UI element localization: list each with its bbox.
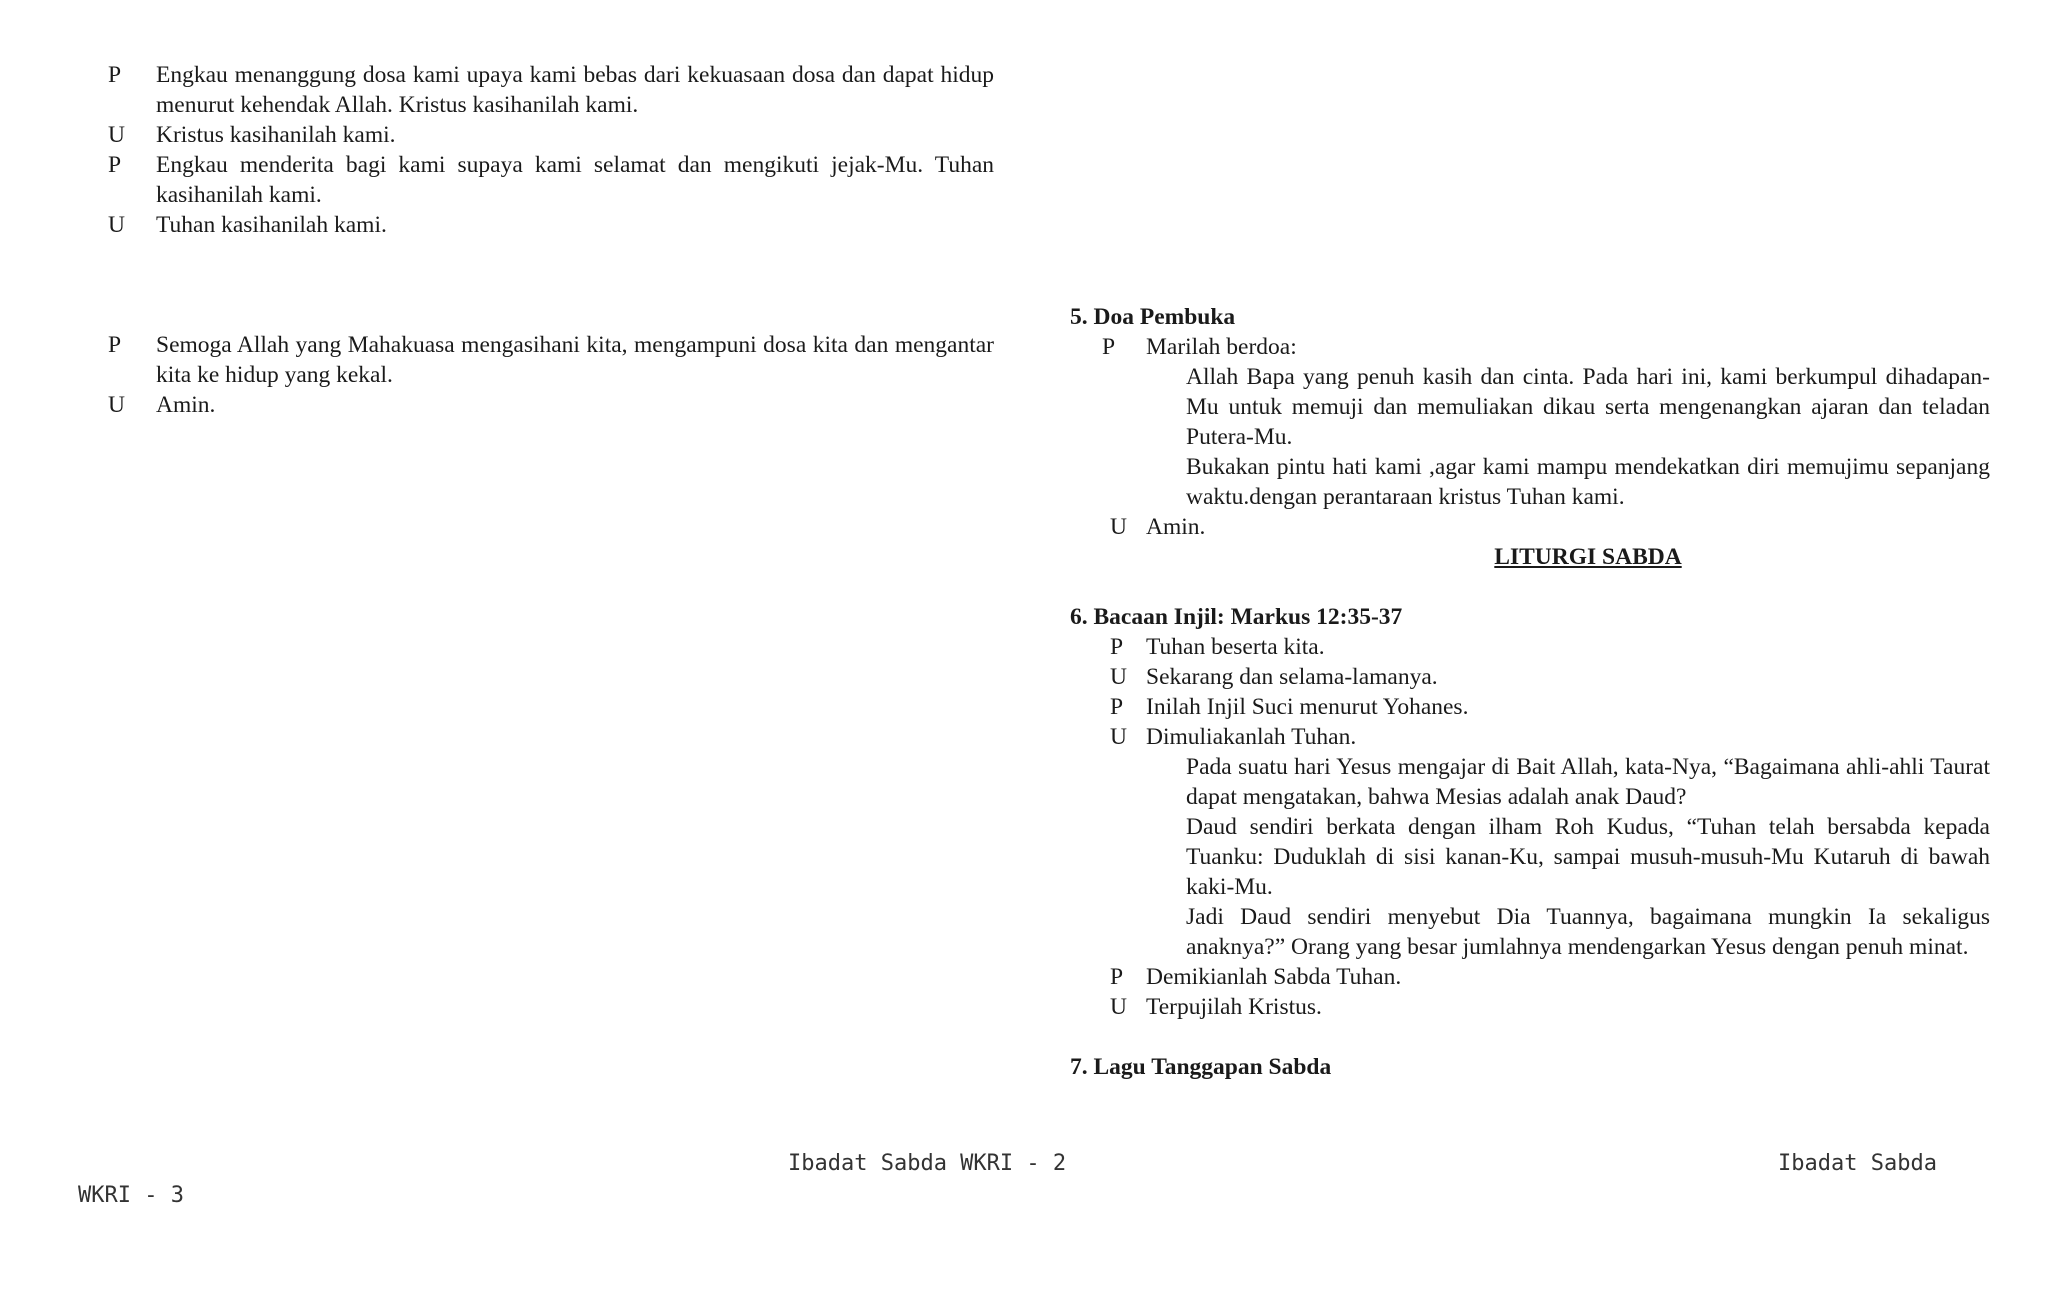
speaker-label: U (108, 392, 125, 418)
dialog-line (1070, 962, 1990, 992)
speaker-label: U (1110, 514, 1127, 540)
gospel-paragraph: Daud sendiri berkata dengan ilham Roh Kudus, “Tuhan telah bersabda kepada Tuanku: Duduklah di sisi kanan-Ku, sampai musuh-musuh-Mu Kutaruh di bawah kaki-Mu. (1186, 814, 1990, 900)
speaker-label: P (1102, 334, 1116, 360)
speaker-label: U (1110, 724, 1127, 750)
dialog-line (108, 210, 994, 240)
dialog-line (108, 150, 994, 210)
dialog-text: Terpujilah Kristus. (1146, 994, 1322, 1020)
dialog-text: Amin. (1146, 514, 1206, 540)
section-number: 6 (1070, 604, 1082, 630)
dialog-text: Semoga Allah yang Mahakuasa mengasihani kita, mengampuni dosa kita dan mengantar kita ke hidup yang kekal. (156, 332, 994, 388)
dialog-text: Engkau menderita bagi kami supaya kami selamat dan mengikuti jejak-Mu. Tuhan kasihanilah kami. (156, 152, 994, 208)
gospel-paragraph: Pada suatu hari Yesus mengajar di Bait Allah, kata-Nya, “Bagaimana ahli-ahli Taurat dapat mengatakan, bahwa Mesias adalah anak Daud? (1186, 754, 1990, 810)
dialog-text: Marilah berdoa: (1146, 334, 1297, 360)
section-title-text: . Bacaan Injil: Markus 12:35-37 (1081, 604, 1403, 630)
dialog-line (108, 120, 994, 150)
dialog-text: Demikianlah Sabda Tuhan. (1146, 964, 1402, 990)
prayer-paragraph: Bukakan pintu hati kami ,agar kami mampu mendekatkan diri memujimu sepanjang waktu.dengan perantaraan kristus Tuhan kami. (1186, 454, 1990, 510)
dialog-text: Kristus kasihanilah kami. (156, 122, 396, 148)
dialog-line (108, 60, 994, 120)
speaker-label: P (1110, 694, 1124, 720)
speaker-label: P (108, 332, 122, 358)
dialog-line (1070, 632, 1990, 662)
section-heading-doa-pembuka: 5. Doa Pembuka (1070, 304, 1236, 330)
section-heading-bacaan-injil (1070, 602, 1990, 632)
dialog-text: Tuhan beserta kita. (1146, 634, 1325, 660)
speaker-label: P (1110, 634, 1124, 660)
speaker-label: U (108, 122, 125, 148)
page-footer-left: WKRI - 3 (78, 1183, 184, 1208)
dialog-text: Sekarang dan selama-lamanya. (1146, 664, 1438, 690)
speaker-label: P (1110, 964, 1124, 990)
liturgi-sabda-title: LITURGI SABDA (1494, 544, 1682, 570)
prayer-paragraph: Allah Bapa yang penuh kasih dan cinta. Pada hari ini, kami berkumpul dihadapan-Mu untuk memuji dan memuliakan dikau serta mengenangkan ajaran dan teladan Putera-Mu. (1186, 364, 1990, 450)
dialog-line (1070, 722, 1990, 752)
speaker-label: P (108, 62, 122, 88)
gospel-paragraph: Jadi Daud sendiri menyebut Dia Tuannya, bagaimana mungkin Ia sekaligus anaknya?” Orang yang besar jumlahnya mendengarkan Yesus dengan penuh minat. (1186, 904, 1990, 960)
page-footer-right: Ibadat Sabda (1778, 1151, 1937, 1176)
section-heading-lagu-tanggapan: 7. Lagu Tanggapan Sabda (1070, 1054, 1332, 1080)
speaker-label: U (108, 212, 125, 238)
page-footer-center: Ibadat Sabda WKRI - 2 (788, 1151, 1067, 1176)
dialog-line (108, 390, 994, 420)
dialog-line (1070, 992, 1990, 1022)
right-page (1070, 302, 1990, 1082)
dialog-text: Dimuliakanlah Tuhan. (1146, 724, 1357, 750)
speaker-label: P (108, 152, 122, 178)
left-page (108, 60, 994, 420)
dialog-line (1070, 662, 1990, 692)
dialog-text: Inilah Injil Suci menurut Yohanes. (1146, 694, 1469, 720)
dialog-line (108, 330, 994, 390)
dialog-text: Engkau menanggung dosa kami upaya kami bebas dari kekuasaan dosa dan dapat hidup menurut kehendak Allah. Kristus kasihanilah kami. (156, 62, 994, 118)
dialog-text: Tuhan kasihanilah kami. (156, 212, 387, 238)
dialog-line (1070, 512, 1990, 542)
dialog-line (1070, 332, 1990, 362)
speaker-label: U (1110, 664, 1127, 690)
dialog-text: Amin. (156, 392, 216, 418)
speaker-label: U (1110, 994, 1127, 1020)
dialog-line (1070, 692, 1990, 722)
